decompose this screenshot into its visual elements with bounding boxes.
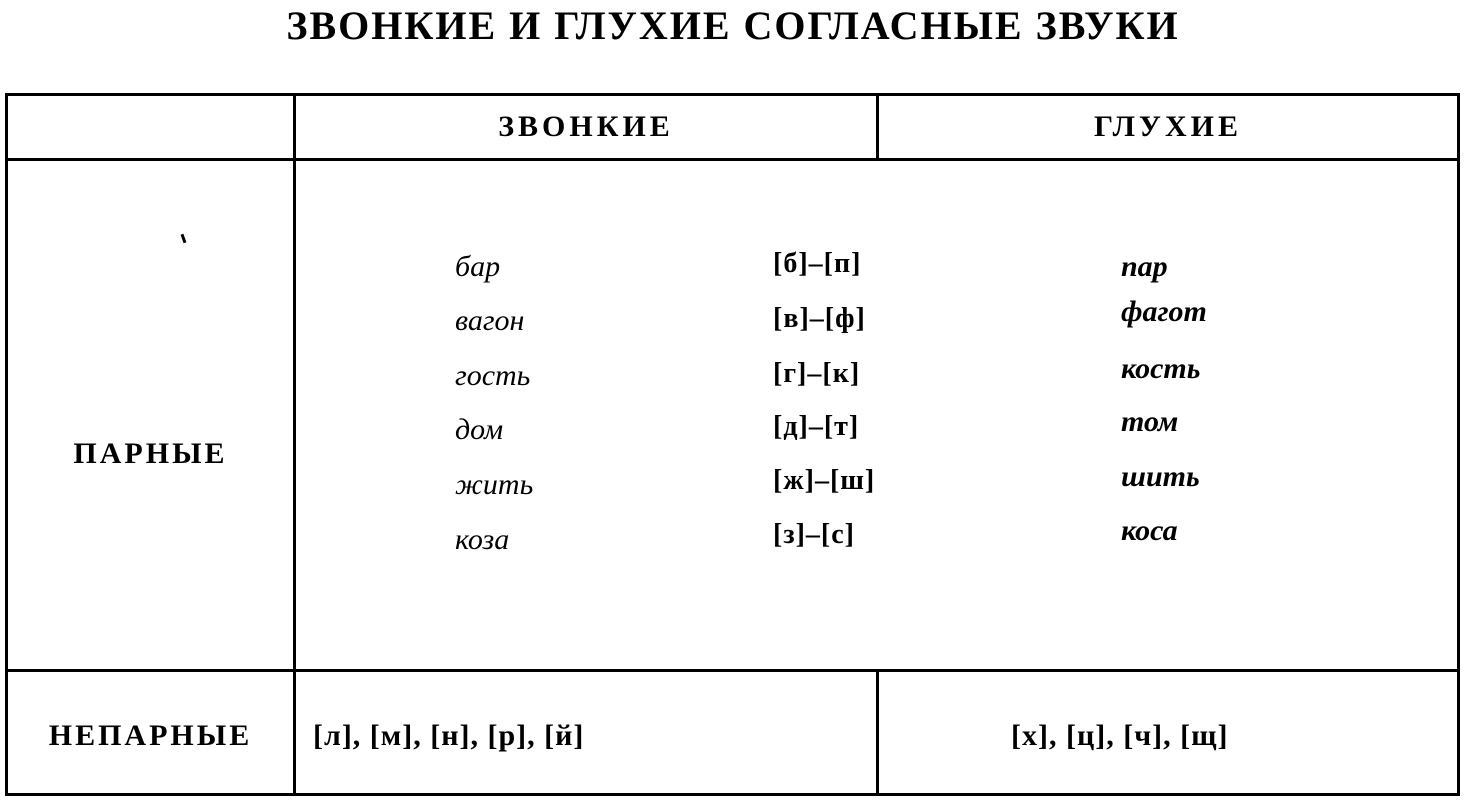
voiced-word: коза — [455, 523, 510, 556]
unpaired-row-label: НЕПАРНЫЕ — [48, 719, 253, 752]
voiceless-header: ГЛУХИЕ — [1094, 110, 1242, 143]
table-divider — [293, 96, 296, 796]
voiceless-word: пар — [1121, 250, 1168, 283]
sound-pair: [ж]–[ш] — [773, 465, 876, 496]
unpaired-voiceless-sounds: [х], [ц], [ч], [щ] — [1011, 719, 1229, 752]
sound-pair: [г]–[к] — [773, 358, 861, 389]
table-divider — [8, 669, 1457, 672]
voiced-word: вагон — [455, 304, 525, 337]
sound-pair: [з]–[с] — [773, 519, 855, 550]
voiceless-word: кость — [1121, 352, 1201, 385]
voiced-word: жить — [455, 468, 534, 501]
voiceless-word: коса — [1121, 514, 1178, 547]
voiced-header: ЗВОНКИЕ — [498, 110, 674, 143]
sound-pair: [д]–[т] — [773, 411, 860, 442]
sound-pair: [б]–[п] — [773, 248, 862, 279]
voiceless-word: фагот — [1121, 295, 1207, 328]
voiced-word: бар — [455, 250, 501, 283]
table-divider — [876, 671, 879, 796]
paired-row-label: ПАРНЫЕ — [73, 437, 228, 470]
page-title: ЗВОНКИЕ И ГЛУХИЕ СОГЛАСНЫЕ ЗВУКИ — [286, 3, 1180, 48]
consonants-table — [5, 93, 1460, 796]
unpaired-voiced-sounds: [л], [м], [н], [р], [й] — [313, 719, 585, 752]
sound-pair: [в]–[ф] — [773, 303, 866, 334]
table-divider — [8, 158, 1457, 161]
voiced-word: гость — [455, 359, 531, 392]
voiced-word: дом — [455, 413, 504, 446]
voiceless-word: шить — [1121, 460, 1200, 493]
voiceless-word: том — [1121, 405, 1179, 438]
